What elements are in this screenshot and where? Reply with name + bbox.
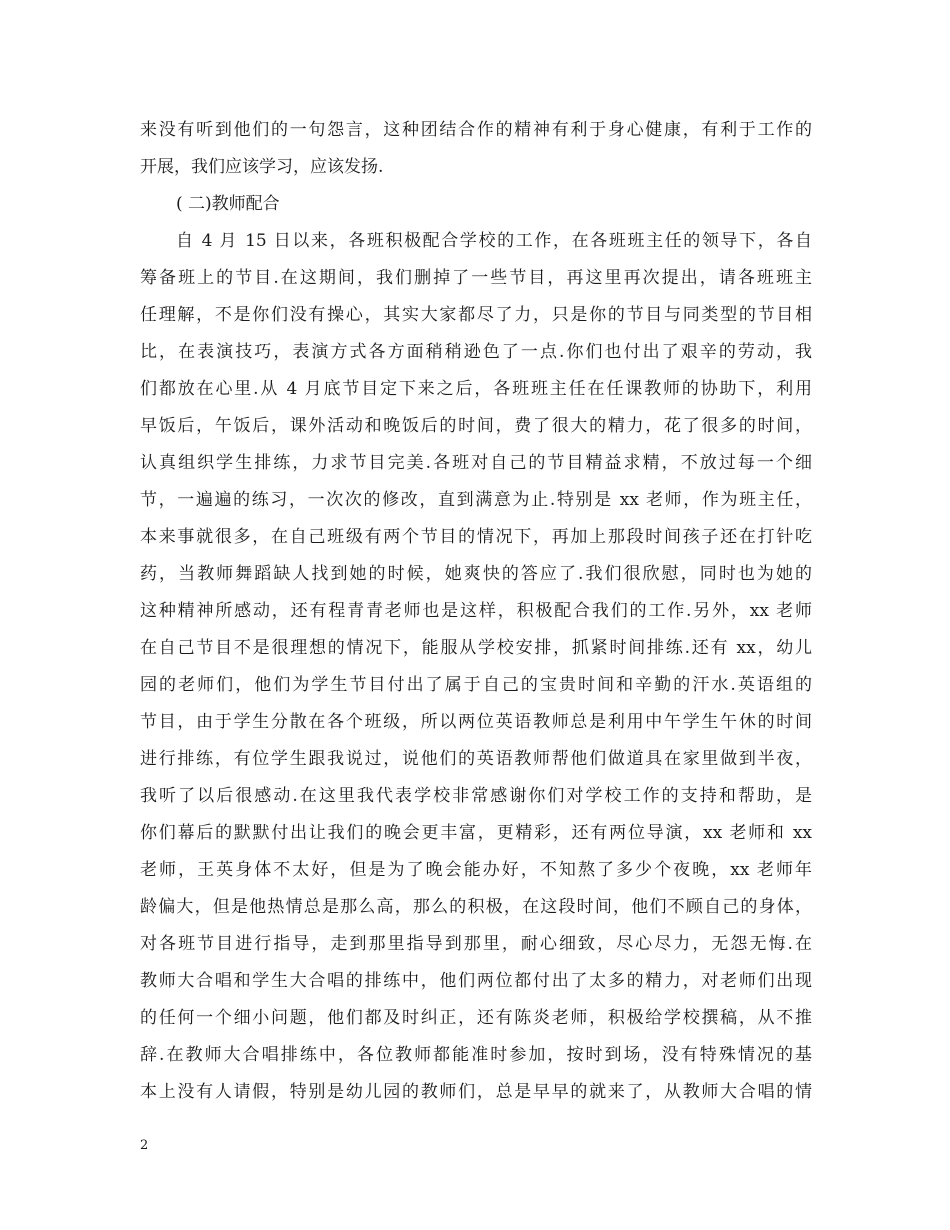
section-heading: ( 二)教师配合 bbox=[176, 194, 280, 214]
text-line: 老师，王英身体不太好，但是为了晚会能办好，不知熬了多少个夜晚，xx 老师年 bbox=[140, 860, 812, 880]
text-line: 任理解，不是你们没有操心，其实大家都尽了力，只是你的节目与同类型的节目相 bbox=[140, 305, 812, 325]
text-line: 龄偏大，但是他热情总是那么高，那么的积极，在这段时间，他们不顾自己的身体， bbox=[140, 897, 812, 917]
text-line: 教师大合唱和学生大合唱的排练中，他们两位都付出了太多的精力，对老师们出现 bbox=[140, 971, 812, 991]
page-number: 2 bbox=[140, 1138, 149, 1153]
text-line: 节，一遍遍的练习，一次次的修改，直到满意为止.特别是 xx 老师，作为班主任， bbox=[140, 490, 812, 510]
text-line: 早饭后，午饭后，课外活动和晚饭后的时间，费了很大的精力，花了很多的时间， bbox=[140, 416, 812, 436]
text-line: 们都放在心里.从 4 月底节目定下来之后，各班班主任在任课教师的协助下，利用 bbox=[140, 379, 812, 399]
text-line: 药，当教师舞蹈缺人找到她的时候，她爽快的答应了.我们很欣慰，同时也为她的 bbox=[140, 564, 812, 584]
text-line: 节目，由于学生分散在各个班级，所以两位英语教师总是利用中午学生午休的时间 bbox=[140, 712, 812, 732]
text-line: 进行排练，有位学生跟我说过，说他们的英语教师帮他们做道具在家里做到半夜， bbox=[140, 749, 812, 769]
text-line: 自 4 月 15 日以来，各班积极配合学校的工作，在各班班主任的领导下，各自 bbox=[176, 231, 812, 251]
text-line: 在自己节目不是很理想的情况下，能服从学校安排，抓紧时间排练.还有 xx，幼儿 bbox=[140, 638, 812, 658]
text-line: 你们幕后的默默付出让我们的晚会更丰富，更精彩，还有两位导演，xx 老师和 xx bbox=[140, 823, 812, 843]
text-line: 我听了以后很感动.在这里我代表学校非常感谢你们对学校工作的支持和帮助，是 bbox=[140, 786, 812, 806]
text-line: 筹备班上的节目.在这期间，我们删掉了一些节目，再这里再次提出，请各班班主 bbox=[140, 268, 812, 288]
text-line: 对各班节目进行指导，走到那里指导到那里，耐心细致，尽心尽力，无怨无悔.在 bbox=[140, 934, 812, 954]
text-line: 这种精神所感动，还有程青青老师也是这样，积极配合我们的工作.另外，xx 老师 bbox=[140, 601, 812, 621]
text-line: 比，在表演技巧，表演方式各方面稍稍逊色了一点.你们也付出了艰辛的劳动，我 bbox=[140, 342, 812, 362]
text-line: 认真组织学生排练，力求节目完美.各班对自己的节目精益求精，不放过每一个细 bbox=[140, 453, 812, 473]
text-line: 的任何一个细小问题，他们都及时纠正，还有陈炎老师，积极给学校撰稿，从不推 bbox=[140, 1008, 812, 1028]
text-line: 园的老师们，他们为学生节目付出了属于自己的宝贵时间和辛勤的汗水.英语组的 bbox=[140, 675, 812, 695]
text-line: 辞.在教师大合唱排练中，各位教师都能准时参加，按时到场，没有特殊情况的基 bbox=[140, 1045, 812, 1065]
text-line: 本上没有人请假，特别是幼儿园的教师们，总是早早的就来了，从教师大合唱的情 bbox=[140, 1082, 812, 1102]
text-line: 本来事就很多，在自己班级有两个节目的情况下，再加上那段时间孩子还在打针吃 bbox=[140, 527, 812, 547]
text-line: 开展，我们应该学习，应该发扬. bbox=[140, 157, 384, 177]
text-line: 来没有听到他们的一句怨言，这种团结合作的精神有利于身心健康，有利于工作的 bbox=[140, 120, 812, 140]
